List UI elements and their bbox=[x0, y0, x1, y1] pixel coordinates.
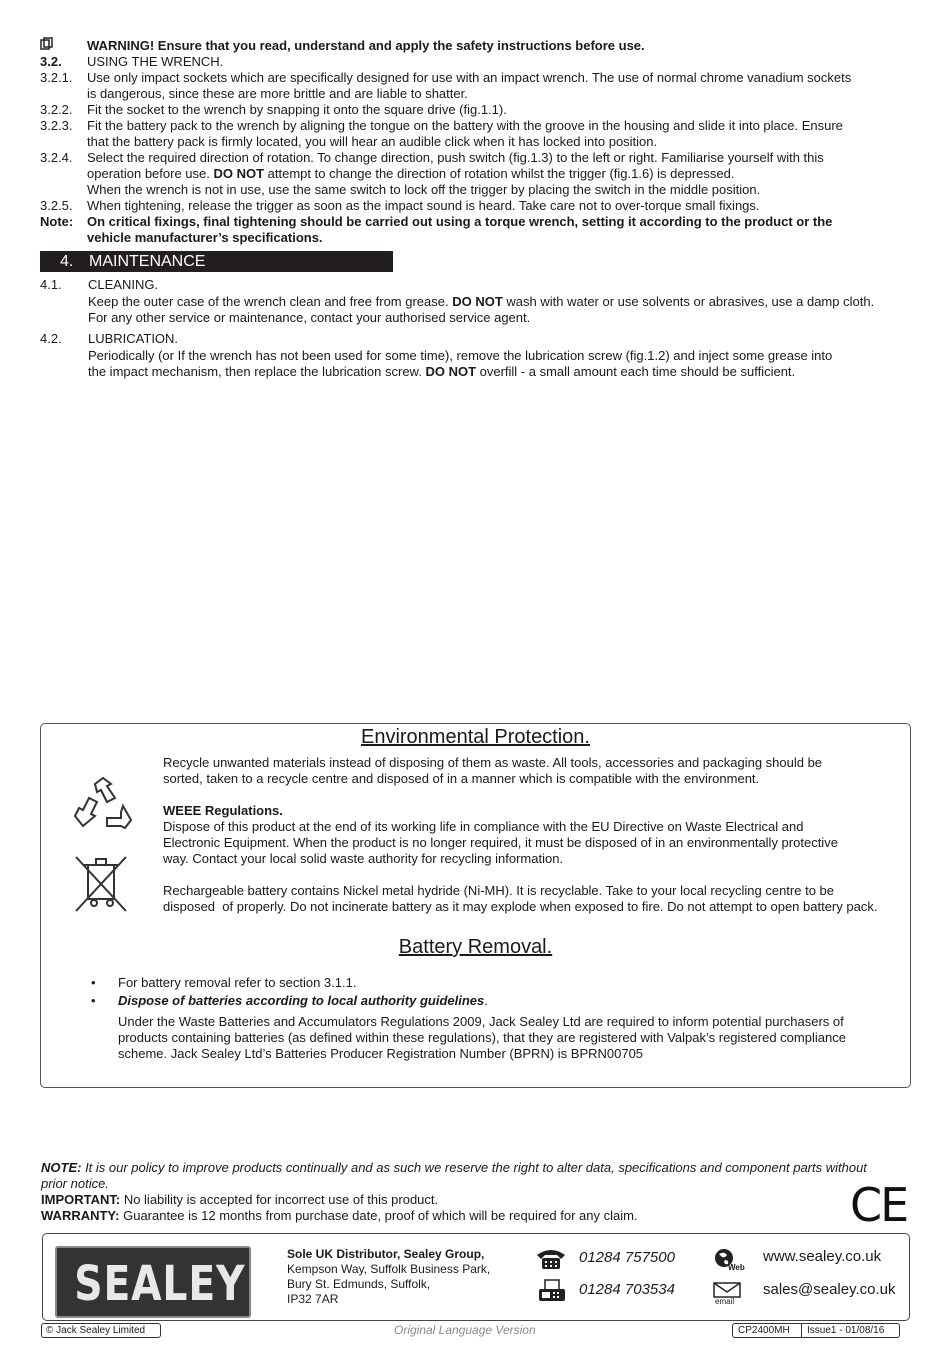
web-label: Web bbox=[728, 1263, 745, 1272]
note-notice: NOTE: It is our policy to improve products continually and as such we reserve the right to alter data, specifications and component parts without bbox=[41, 1160, 867, 1175]
warranty-notice: WARRANTY: Guarantee is 12 months from purchase date, proof of which will be required for any claim. bbox=[41, 1208, 638, 1223]
bullet-text: Dispose of batteries according to local authority guidelines. bbox=[118, 993, 488, 1008]
weee-text: Dispose of this product at the end of its working life in compliance with the EU Directive on Waste Electrical and bbox=[163, 819, 804, 834]
sealey-logo: SEALEY bbox=[55, 1246, 251, 1318]
language-version: Original Language Version bbox=[394, 1323, 536, 1337]
recycle-icon bbox=[71, 776, 135, 836]
item-text: Use only impact sockets which are specifically designed for use with an impact wrench. The use of normal chrome vanadium sockets bbox=[87, 70, 852, 85]
website-link[interactable]: www.sealey.co.uk bbox=[763, 1248, 882, 1265]
document-ref bbox=[732, 1323, 900, 1338]
issue-date: Issue1 - 01/08/16 bbox=[807, 1325, 885, 1336]
item-number: 3.2.5. bbox=[40, 198, 73, 213]
section-title: MAINTENANCE bbox=[89, 253, 206, 270]
item-text: For any other service or maintenance, contact your authorised service agent. bbox=[88, 310, 531, 325]
email-label: email bbox=[715, 1297, 735, 1306]
section-title: USING THE WRENCH. bbox=[87, 54, 224, 69]
item-number: 3.2.3. bbox=[40, 118, 73, 133]
note-text: vehicle manufacturer’s specifications. bbox=[87, 230, 323, 245]
weee-text: Electronic Equipment. When the product is no longer required, it must be disposed of in an environmentally protective bbox=[163, 835, 838, 850]
phone-number: 01284 757500 bbox=[579, 1249, 675, 1266]
web-icon bbox=[713, 1248, 743, 1276]
checkbox-icon bbox=[40, 37, 56, 53]
bprn-text: scheme. Jack Sealey Ltd’s Batteries Producer Registration Number (BPRN) is BPRN00705 bbox=[118, 1046, 644, 1061]
model-number: CP2400MH bbox=[738, 1325, 790, 1336]
item-text: that the battery pack is firmly located, you will hear an audible click when it has locked into position. bbox=[87, 134, 658, 149]
item-text: Select the required direction of rotation. To change direction, push switch (fig.1.3) to the left or right. Familiarise yourself with this bbox=[87, 150, 824, 165]
item-text: the impact mechanism, then replace the lubrication screw. DO NOT overfill - a small amount each time should be sufficient. bbox=[88, 364, 796, 379]
address-line: Bury St. Edmunds, Suffolk, bbox=[287, 1277, 431, 1291]
ce-mark: CE bbox=[850, 1178, 908, 1232]
item-number: 3.2.2. bbox=[40, 102, 73, 117]
item-text: Periodically (or If the wrench has not been used for some time), remove the lubrication screw (fig.1.2) and inject some grease into bbox=[88, 348, 833, 363]
note-notice: prior notice. bbox=[41, 1176, 109, 1191]
item-number: 3.2.1. bbox=[40, 70, 73, 85]
note-label: Note: bbox=[40, 214, 74, 229]
item-text: is dangerous, since these are more brittle and are liable to shatter. bbox=[87, 86, 468, 101]
warning-text: WARNING! Ensure that you read, understand and apply the safety instructions before use. bbox=[87, 38, 645, 53]
weee-title: WEEE Regulations. bbox=[163, 803, 283, 818]
note-text: On critical fixings, final tightening should be carried out using a torque wrench, setting it according to the product or the bbox=[87, 214, 833, 229]
item-text: When the wrench is not in use, use the same switch to lock off the trigger by placing the switch in the middle position. bbox=[87, 182, 761, 197]
section-number: 3.2. bbox=[40, 54, 62, 69]
fax-number: 01284 703534 bbox=[579, 1281, 675, 1298]
item-number: 4.2. bbox=[40, 331, 62, 346]
item-text: When tightening, release the trigger as soon as the impact sound is heard. Take care not to over-torque small fixings. bbox=[87, 198, 760, 213]
address-line: Kempson Way, Suffolk Business Park, bbox=[287, 1262, 491, 1276]
maintenance-header bbox=[40, 251, 393, 272]
bprn-text: products containing batteries (as defined within these regulations), that they are registered with Valpak’s registered compliance bbox=[118, 1030, 846, 1045]
recycle-text: Recycle unwanted materials instead of disposing of them as waste. All tools, accessories and packaging should be bbox=[163, 755, 823, 770]
phone-icon bbox=[535, 1247, 567, 1275]
environmental-box bbox=[40, 723, 911, 1088]
divider bbox=[801, 1323, 802, 1338]
item-text: operation before use. DO NOT attempt to change the direction of rotation whilst the trigger (fig.1.6) is depressed. bbox=[87, 166, 735, 181]
item-text: Fit the socket to the wrench by snapping it onto the square drive (fig.1.1). bbox=[87, 102, 507, 117]
footer-box bbox=[42, 1233, 910, 1321]
distributor-name: Sole UK Distributor, Sealey Group, bbox=[287, 1247, 485, 1261]
address-line: IP32 7AR bbox=[287, 1292, 339, 1306]
important-notice: IMPORTANT: No liability is accepted for incorrect use of this product. bbox=[41, 1192, 439, 1207]
item-number: 4.1. bbox=[40, 277, 62, 292]
battery-text: disposed of properly. Do not incinerate battery as it may explode when exposed to fire. Do not attempt to open battery pack. bbox=[163, 899, 878, 914]
weee-text: way. Contact your local solid waste authority for recycling information. bbox=[163, 851, 564, 866]
item-title: LUBRICATION. bbox=[88, 331, 179, 346]
section-number: 4. bbox=[60, 253, 74, 270]
bullet: • bbox=[91, 993, 96, 1008]
email-link[interactable]: sales@sealey.co.uk bbox=[763, 1281, 896, 1298]
email-icon bbox=[713, 1282, 743, 1308]
item-text: Keep the outer case of the wrench clean and free from grease. DO NOT wash with water or use solvents or abrasives, use a damp cloth. bbox=[88, 294, 875, 309]
bullet: • bbox=[91, 975, 96, 990]
item-title: CLEANING. bbox=[88, 277, 159, 292]
fax-icon bbox=[537, 1279, 567, 1309]
battery-removal-title: Battery Removal. bbox=[398, 936, 553, 958]
environmental-title: Environmental Protection. bbox=[360, 726, 590, 748]
recycle-text: sorted, taken to a recycle centre and disposed of in a manner which is compatible with the environment. bbox=[163, 771, 760, 786]
item-number: 3.2.4. bbox=[40, 150, 73, 165]
battery-text: Rechargeable battery contains Nickel metal hydride (Ni-MH). It is recyclable. Take to your local recycling centre to be bbox=[163, 883, 834, 898]
item-text: Fit the battery pack to the wrench by aligning the tongue on the battery with the groove in the housing and slide it into place. Ensure bbox=[87, 118, 843, 133]
bprn-text: Under the Waste Batteries and Accumulators Regulations 2009, Jack Sealey Ltd are required to inform potential purchasers of bbox=[118, 1014, 844, 1029]
crossed-bin-icon bbox=[74, 855, 130, 919]
copyright: © Jack Sealey Limited bbox=[41, 1323, 161, 1338]
bullet-text: For battery removal refer to section 3.1.1. bbox=[118, 975, 357, 990]
